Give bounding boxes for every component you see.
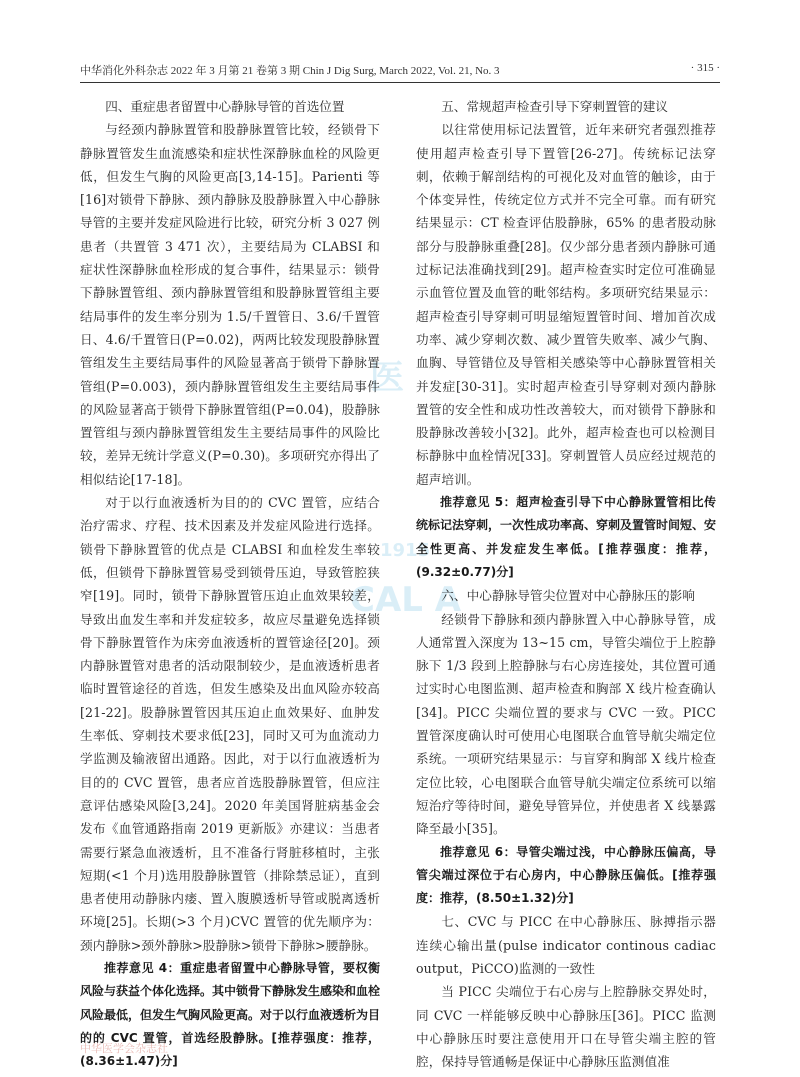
body-paragraph: 对于以行血液透析为目的的 CVC 置管，应结合治疗需求、疗程、技术因素及并发症风险进行选择。锁骨下静脉置管的优点是 CLABSI 和血栓发生率较低，但锁骨下静脉置管易受到锁骨压迫，导致管腔狭窄[19]。同时，锁骨下静脉置管压迫止血效果较差，导致出血发生率和并发症较多，故应尽量避免选择锁骨下静脉置管作为床旁血液透析的置管途径[20]。颈内静脉置管对患者的活动限制较少，是血液透析患者临时置管途径的首选，但发生感染及出血风险亦较高[21-22]。股静脉置管因其压迫止血效果好、血肿发生率低、穿刺技术要求低[23]，同时又可为血流动力学监测及输液留出通路。因此，对于以行血液透析为目的的 CVC 置管，患者应首选股静脉置管，但应注意评估感染风险[3,24]。2020 年美国肾脏病基金会发布《血管通路指南 2019 更新版》亦建议：当患者需要行紧急血液透析，且不准备行肾脏移植时，主张短期(<1 个月)选用股静脉置管（排除禁忌证），直到患者使用动静脉内瘘、置入腹膜透析导管或脱离透析环境[25]。长期(>3 个月)CVC 置管的优先顺序为：颈内静脉>颈外静脉>股静脉>锁骨下静脉>腰静脉。	[80, 495, 380, 953]
body-paragraph: 经锁骨下静脉和颈内静脉置入中心静脉导管，成人通常置入深度为 13~15 cm，导管尖端位于上腔静脉下 1/3 段到上腔静脉与右心房连接处，其位置可通过实时心电图监测、超声检查和胸部 X 线片检查确认[34]。PICC 尖端位置的要求与 CVC 一致。PICC 置管深度确认时可使用心电图联合血管导航尖端定位系统。一项研究结果显示：与盲穿和胸部 X 线片检查定位比较，心电图联合血管导航尖端定位系统可以缩短治疗等待时间，避免导管异位，并使患者 X 线暴露降至最小[35]。	[416, 611, 716, 837]
right-column	[416, 95, 716, 1073]
section-heading: 五、常规超声检查引导下穿刺置管的建议	[441, 99, 668, 114]
left-column	[80, 95, 380, 1073]
watermark-text: CAL A	[350, 580, 462, 620]
watermark-year: 1915	[380, 540, 431, 561]
watermark-char: 医	[370, 358, 404, 398]
section-heading: 六、中心静脉导管尖位置对中心静脉压的影响	[441, 588, 696, 604]
page-number: · 315 ·	[690, 62, 720, 74]
recommendation: 推荐意见 6：导管尖端过浅，中心静脉压偏高，导管尖端过深位于右心房内，中心静脉压偏低。[推荐强度：推荐，(8.50±1.32)分]	[416, 844, 716, 906]
header-rule	[80, 82, 720, 83]
recommendation: 推荐意见 4：重症患者留置中心静脉导管，要权衡风险与获益个体化选择。其中锁骨下静脉发生感染和血栓风险最低，但发生气胸风险更高。对于以行血液透析为目的的 CVC 置管，首选经股静脉。[推荐强度：推荐，(8.36±1.47)分]	[80, 960, 381, 1069]
section-heading: 七、CVC 与 PICC 在中心静脉压、脉搏指示器连续心输出量(pulse indicator continous cadiac output，PiCCO)监测的一致性	[416, 914, 716, 976]
running-header	[80, 60, 720, 82]
journal-citation: 中华消化外科杂志 2022 年 3 月第 21 卷第 3 期 Chin J Dig Surg, March 2022, Vol. 21, No. 3	[80, 65, 500, 77]
section-heading: 四、重症患者留置中心静脉导管的首选位置	[105, 99, 345, 114]
body-paragraph: 当 PICC 尖端位于右心房与上腔静脉交界处时，同 CVC 一样能够反映中心静脉压[36]。PICC 监测中心静脉压时要注意使用开口在导管尖端主腔的管腔，保持导管通畅是保证中心静脉压监测值准	[416, 984, 716, 1070]
publisher-logo: 中华医学会杂志社	[80, 1042, 168, 1055]
body-paragraph: 与经颈内静脉置管和股静脉置管比较，经锁骨下静脉置管发生血流感染和症状性深静脉血栓的风险更低，但发生气胸的风险更高[3,14-15]。Parienti 等[16]对锁骨下静脉、颈内静脉及股静脉置入中心静脉导管的主要并发症风险进行比较，研究分析 3 027 例患者（共置管 3 471 次），主要结局为 CLABSI 和症状性深静脉血栓形成的复合事件，结果显示：锁骨下静脉置管组、颈内静脉置管组和股静脉置管组主要结局事件的发生率分别为 1.5/千置管日、3.6/千置管日、4.6/千置管日(P=0.02)，两两比较发现股静脉置管组发生主要结局事件的风险显著高于锁骨下静脉置管组(P=0.003)，颈内静脉置管组发生主要结局事件的风险显著高于锁骨下静脉置管组(P=0.04)，股静脉置管组与颈内静脉置管组发生主要结局事件的风险比较，差异无统计学意义(P=0.30)。多项研究亦得出了相似结论[17-18]。	[80, 122, 380, 487]
body-paragraph: 以往常使用标记法置管，近年来研究者强烈推荐使用超声检查引导下置管[26-27]。传统标记法穿刺，依赖于解剖结构的可视化及对血管的触诊，由于个体变异性，传统定位方式并不完全可靠。而有研究结果显示：CT 检查评估股静脉，65% 的患者股动脉部分与股静脉重叠[28]。仅少部分患者颈内静脉可通过标记法准确找到[29]。超声检查实时定位可准确显示血管位置及血管的毗邻结构。多项研究结果显示：超声检查引导穿刺可明显缩短置管时间、增加首次成功率、减少穿刺次数、减少置管失败率、减少气胸、血胸、导管错位及导管相关感染等中心静脉置管相关并发症[30-31]。实时超声检查引导穿刺对颈内静脉置管的安全性和成功性改善较大，而对锁骨下静脉和股静脉改善较小[32]。此外，超声检查也可以检测目标静脉中血栓情况[33]。穿刺置管人员应经过规范的超声培训。	[416, 122, 716, 487]
recommendation: 推荐意见 5：超声检查引导下中心静脉置管相比传统标记法穿刺，一次性成功率高、穿刺及置管时间短、安全性更高、并发症发生率低。[推荐强度：推荐，(9.32±0.77)分]	[416, 495, 717, 579]
